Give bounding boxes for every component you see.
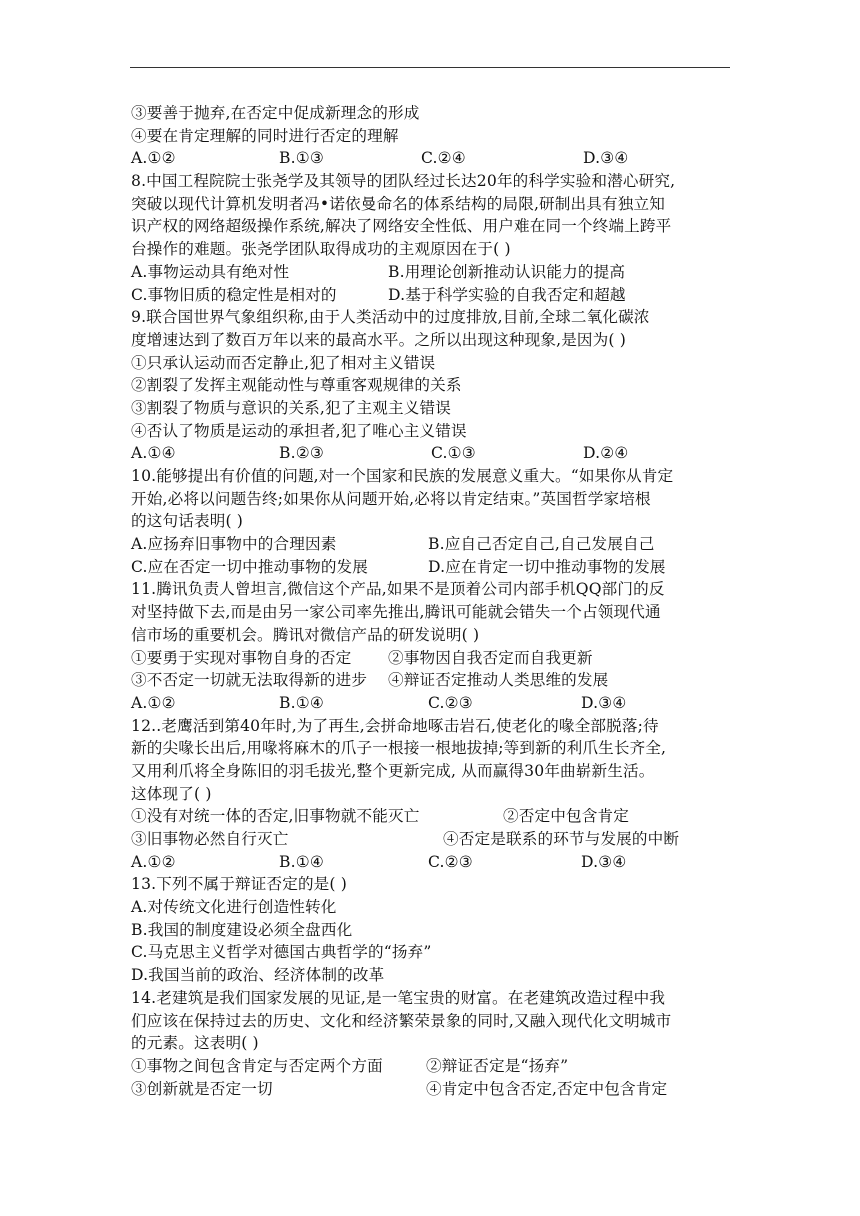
option-row: [131, 851, 741, 874]
option-text: ③旧事物必然自行灭亡: [131, 830, 289, 848]
option-text: ③创新就是否定一切: [131, 1079, 273, 1098]
option-text: D.③④: [583, 149, 629, 168]
option-row: [131, 1055, 741, 1078]
option-text: D.③④: [581, 852, 627, 871]
text-line: 的这句话表明( ): [131, 512, 244, 531]
option-text: ①没有对统一体的否定,旧事物就不能灭亡: [131, 807, 420, 826]
header-rule: [130, 67, 730, 68]
text-line: 台操作的难题。张尧学团队取得成功的主观原因在于( ): [131, 240, 511, 259]
option-text: B.应自己否定自己,自己发展自己: [428, 535, 655, 554]
text-line: ④否认了物质是运动的承担者,犯了唯心主义错误: [131, 421, 467, 440]
option-text: C.事物旧质的稳定性是相对的: [131, 285, 337, 304]
text-line: 13.下列不属于辩证否定的是( ): [131, 875, 348, 894]
option-text: D.应在肯定一切中推动事物的发展: [428, 557, 666, 576]
option-text: A.①④: [131, 444, 176, 463]
option-row: [131, 533, 741, 556]
text-line: 12..老鹰活到第40年时,为了再生,会拼命地啄击岩石,使老化的喙全部脱落;待: [131, 716, 659, 735]
text-line: 这体现了( ): [131, 784, 212, 803]
text-line: 的元素。这表明( ): [131, 1034, 259, 1053]
exam-page-content: [131, 102, 741, 1100]
option-text: B.用理论创新推动认识能力的提高: [388, 262, 626, 281]
text-line: 14.老建筑是我们国家发展的见证,是一笔宝贵的财富。在老建筑改造过程中我: [131, 988, 666, 1007]
option-text: C.②③: [428, 693, 473, 712]
option-text: D.②④: [583, 444, 629, 463]
text-line: 对坚持做下去,而是由另一家公司率先推出,腾讯可能就会错失一个占领现代通: [131, 603, 661, 622]
text-line: 8.中国工程院院士张尧学及其领导的团队经过长达20年的科学实验和潜心研究,: [131, 172, 676, 191]
text-line: 10.能够提出有价值的问题,对一个国家和民族的发展意义重大。“如果你从肯定: [131, 467, 674, 485]
option-text: ①事物之间包含肯定与否定两个方面: [131, 1056, 383, 1075]
option-text: A.事物运动具有绝对性: [131, 262, 290, 281]
option-text: ③不否定一切就无法取得新的进步: [131, 671, 368, 690]
text-line: 突破以现代计算机发明者冯•诺依曼命名的体系结构的局限,研制出具有独立知: [131, 194, 665, 213]
text-line: 信市场的重要机会。腾讯对微信产品的研发说明( ): [131, 625, 480, 644]
option-row: [131, 556, 741, 579]
option-text: D.基于科学实验的自我否定和超越: [388, 285, 626, 304]
option-text: A.应扬弃旧事物中的合理因素: [131, 535, 337, 554]
text-line: 们应该在保持过去的历史、文化和经济繁荣景象的同时,又融入现代化文明城市: [131, 1011, 672, 1030]
text-line: C.马克思主义哲学对德国古典哲学的“扬弃”: [131, 943, 432, 962]
option-text: ④辩证否定推动人类思维的发展: [388, 671, 609, 690]
option-text: B.①④: [279, 693, 324, 712]
option-text: A.①②: [131, 693, 176, 712]
option-row: [131, 147, 741, 170]
text-line: D.我国当前的政治、经济体制的改革: [131, 966, 385, 985]
text-line: ①只承认运动而否定静止,犯了相对主义错误: [131, 353, 436, 372]
text-line: 新的尖喙长出后,用喙将麻木的爪子一根接一根地拔掉;等到新的利爪生长齐全,: [131, 739, 667, 758]
option-text: B.①④: [279, 852, 324, 871]
option-row: [131, 828, 741, 851]
text-line: 识产权的网络超级操作系统,解决了网络安全性低、用户难在同一个终端上跨平: [131, 217, 672, 236]
option-text: C.①③: [431, 444, 476, 463]
text-line: ④要在肯定理解的同时进行否定的理解: [131, 126, 399, 145]
option-text: B.②③: [279, 444, 324, 463]
option-text: ②事物因自我否定而自我更新: [388, 648, 593, 667]
option-row: [131, 442, 741, 465]
option-text: C.应在否定一切中推动事物的发展: [131, 557, 369, 576]
text-line: 开始,必将以问题告终;如果你从问题开始,必将以肯定结束。”英国哲学家培根: [131, 489, 651, 508]
option-row: [131, 647, 741, 670]
text-line: ②割裂了发挥主观能动性与尊重客观规律的关系: [131, 376, 462, 395]
option-text: B.①③: [279, 149, 324, 168]
option-row: [131, 805, 741, 828]
option-text: D.③④: [581, 693, 627, 712]
option-text: ④肯定中包含否定,否定中包含肯定: [426, 1079, 668, 1098]
option-row: [131, 284, 741, 307]
text-line: ③割裂了物质与意识的关系,犯了主观主义错误: [131, 398, 451, 417]
option-row: [131, 692, 741, 715]
option-text: A.①②: [131, 149, 176, 168]
option-row: [131, 1078, 741, 1101]
text-line: B.我国的制度建设必须全盘西化: [131, 920, 353, 939]
text-line: 9.联合国世界气象组织称,由于人类活动中的过度排放,目前,全球二氧化碳浓: [131, 308, 650, 327]
option-text: ②否定中包含肯定: [503, 807, 629, 826]
text-line: 又用利爪将全身陈旧的羽毛拔光,整个更新完成, 从而赢得30年曲崭新生活。: [131, 761, 655, 780]
text-line: 11.腾讯负责人曾坦言,微信这个产品,如果不是顶着公司内部手机QQ部门的反: [131, 580, 665, 599]
option-text: C.②④: [421, 149, 466, 168]
option-text: ②辩证否定是“扬弃”: [426, 1056, 569, 1075]
text-line: A.对传统文化进行创造性转化: [131, 898, 337, 917]
option-text: C.②③: [428, 852, 473, 871]
option-text: ④否定是联系的环节与发展的中断: [443, 830, 680, 848]
option-text: ①要勇于实现对事物自身的否定: [131, 648, 352, 667]
text-line: ③要善于抛弃,在否定中促成新理念的形成: [131, 104, 420, 122]
option-row: [131, 669, 741, 692]
text-line: 度增速达到了数百万年以来的最高水平。之所以出现这种现象,是因为( ): [131, 330, 626, 349]
option-row: [131, 261, 741, 284]
option-text: A.①②: [131, 852, 176, 871]
